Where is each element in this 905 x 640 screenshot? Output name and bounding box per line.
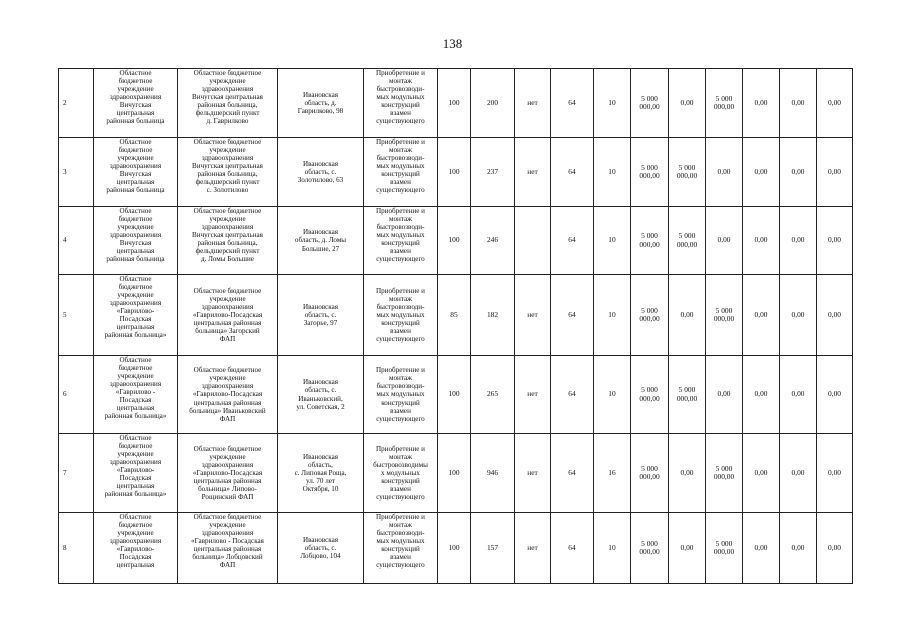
cell-c11: 5 000 000,00 — [631, 356, 669, 434]
cell-c11: 5 000 000,00 — [631, 69, 669, 138]
cell-c16: 0,00 — [817, 513, 853, 584]
cell-c7: 237 — [471, 138, 515, 207]
cell-c12: 0,00 — [669, 513, 706, 584]
page-number: 138 — [442, 36, 463, 51]
cell-c16: 0,00 — [817, 207, 853, 275]
work-cell: Приобретение и монтаж быстровозводи- мых модульных конструкций взамен существующего — [364, 356, 438, 434]
organization-cell: Областное бюджетное учреждение здравоохранения «Гаврилово- Посадская центральная — [94, 513, 178, 584]
organization-cell: Областное бюджетное учреждение здравоохранения Вичугская центральная районная больница — [94, 207, 178, 275]
address-cell: Ивановская область, с. Загорье, 97 — [278, 275, 364, 356]
cell-c11: 5 000 000,00 — [631, 207, 669, 275]
cell-c8: нет — [515, 138, 551, 207]
cell-c14: 0,00 — [743, 138, 780, 207]
cell-c8: нет — [515, 69, 551, 138]
cell-c15: 0,00 — [780, 356, 817, 434]
cell-c14: 0,00 — [743, 513, 780, 584]
cell-c12: 0,00 — [669, 69, 706, 138]
cell-c6: 100 — [438, 356, 471, 434]
cell-c8: нет — [515, 513, 551, 584]
cell-c15: 0,00 — [780, 69, 817, 138]
cell-c15: 0,00 — [780, 138, 817, 207]
cell-c12: 5 000 000,00 — [669, 207, 706, 275]
cell-c7: 157 — [471, 513, 515, 584]
address-cell: Ивановская область, с. Золотилово, 63 — [278, 138, 364, 207]
cell-c10: 10 — [594, 138, 631, 207]
cell-c16: 0,00 — [817, 434, 853, 513]
cell-c7: 265 — [471, 356, 515, 434]
cell-c6: 100 — [438, 69, 471, 138]
facility-cell: Областное бюджетное учреждение здравоохранения «Гаврилово-Посадская центральная районная больница» Липово- Рощинский ФАП — [178, 434, 278, 513]
cell-c8: нет — [515, 275, 551, 356]
facility-cell: Областное бюджетное учреждение здравоохранения «Гаврилово-Посадская центральная районная больница» Загорский ФАП — [178, 275, 278, 356]
cell-c11: 5 000 000,00 — [631, 275, 669, 356]
facility-cell: Областное бюджетное учреждение здравоохранения Вичугская центральная районная больница, фельдшерский пункт д. Ломы Большие — [178, 207, 278, 275]
cell-c12: 5 000 000,00 — [669, 138, 706, 207]
cell-c8: нет — [515, 356, 551, 434]
table-row — [59, 275, 853, 356]
work-cell: Приобретение и монтаж быстровозводи- мых модульных конструкций взамен существующего — [364, 138, 438, 207]
cell-c13: 0,00 — [706, 138, 743, 207]
cell-c7: 946 — [471, 434, 515, 513]
cell-c13: 0,00 — [706, 207, 743, 275]
cell-c13: 0,00 — [706, 356, 743, 434]
cell-c10: 10 — [594, 207, 631, 275]
cell-c13: 5 000 000,00 — [706, 69, 743, 138]
cell-c6: 85 — [438, 275, 471, 356]
table-row — [59, 138, 853, 207]
cell-c12: 5 000 000,00 — [669, 356, 706, 434]
cell-c13: 5 000 000,00 — [706, 275, 743, 356]
cell-c11: 5 000 000,00 — [631, 138, 669, 207]
cell-c6: 100 — [438, 434, 471, 513]
cell-c6: 100 — [438, 138, 471, 207]
cell-c9: 64 — [551, 356, 594, 434]
cell-c8 — [515, 207, 551, 275]
cell-c14: 0,00 — [743, 356, 780, 434]
work-cell: Приобретение и монтаж быстровозводи- мых модульных конструкций взамен существующего — [364, 207, 438, 275]
cell-c9: 64 — [551, 207, 594, 275]
work-cell: Приобретение и монтаж быстровозводи- мых модульных конструкций взамен существующего — [364, 69, 438, 138]
cell-c9: 64 — [551, 275, 594, 356]
work-cell: Приобретение и монтаж быстровозводимы х модульных конструкций взамен существующего — [364, 434, 438, 513]
row-number: 5 — [59, 275, 94, 356]
cell-c10: 10 — [594, 69, 631, 138]
cell-c15: 0,00 — [780, 513, 817, 584]
table-row — [59, 513, 853, 584]
cell-c13: 5 000 000,00 — [706, 434, 743, 513]
table-row — [59, 434, 853, 513]
cell-c6: 100 — [438, 207, 471, 275]
cell-c8: нет — [515, 434, 551, 513]
work-cell: Приобретение и монтаж быстровозводи- мых модульных конструкций взамен существующего — [364, 275, 438, 356]
cell-c15: 0,00 — [780, 275, 817, 356]
facility-cell: Областное бюджетное учреждение здравоохранения «Гаврилово - Посадская центральная районная больница» Лобцовский ФАП — [178, 513, 278, 584]
address-cell: Ивановская область, д. Гаврилково, 98 — [278, 69, 364, 138]
row-number: 2 — [59, 69, 94, 138]
row-number: 6 — [59, 356, 94, 434]
cell-c7: 182 — [471, 275, 515, 356]
row-number: 8 — [59, 513, 94, 584]
facility-cell: Областное бюджетное учреждение здравоохранения «Гаврилово-Посадская центральная районная больница» Иваньковский ФАП — [178, 356, 278, 434]
organization-cell: Областное бюджетное учреждение здравоохранения «Гаврилово - Посадская центральная районная больница» — [94, 356, 178, 434]
cell-c12: 0,00 — [669, 434, 706, 513]
cell-c6: 100 — [438, 513, 471, 584]
organization-cell: Областное бюджетное учреждение здравоохранения «Гаврилово- Посадская центральная районная больница» — [94, 275, 178, 356]
cell-c11: 5 000 000,00 — [631, 434, 669, 513]
cell-c10: 10 — [594, 513, 631, 584]
cell-c10: 16 — [594, 434, 631, 513]
address-cell: Ивановская область, с. Лобцово, 104 — [278, 513, 364, 584]
cell-c16: 0,00 — [817, 138, 853, 207]
cell-c9: 64 — [551, 69, 594, 138]
table-row — [59, 207, 853, 275]
address-cell: Ивановская область, с. Липовая Роща, ул. 70 лет Октября, 10 — [278, 434, 364, 513]
cell-c9: 64 — [551, 513, 594, 584]
cell-c16: 0,00 — [817, 69, 853, 138]
cell-c14: 0,00 — [743, 275, 780, 356]
organization-cell: Областное бюджетное учреждение здравоохранения Вичугская центральная районная больница — [94, 138, 178, 207]
address-cell: Ивановская область, д. Ломы Большие, 27 — [278, 207, 364, 275]
cell-c7: 246 — [471, 207, 515, 275]
cell-c13: 5 000 000,00 — [706, 513, 743, 584]
organization-cell: Областное бюджетное учреждение здравоохранения «Гаврилово- Посадская центральная районная больница» — [94, 434, 178, 513]
cell-c9: 64 — [551, 138, 594, 207]
table-row — [59, 69, 853, 138]
cell-c16: 0,00 — [817, 275, 853, 356]
address-cell: Ивановская область, с. Иваньковский, ул. Советская, 2 — [278, 356, 364, 434]
cell-c14: 0,00 — [743, 69, 780, 138]
cell-c15: 0,00 — [780, 207, 817, 275]
cell-c10: 10 — [594, 275, 631, 356]
cell-c14: 0,00 — [743, 207, 780, 275]
row-number: 3 — [59, 138, 94, 207]
work-cell: Приобретение и монтаж быстровозводи- мых модульных конструкций взамен существующего — [364, 513, 438, 584]
organization-cell: Областное бюджетное учреждение здравоохранения Вичугская центральная районная больница — [94, 69, 178, 138]
row-number: 4 — [59, 207, 94, 275]
facility-cell: Областное бюджетное учреждение здравоохранения Вичугская центральная районная больница, фельдшерский пункт д. Гаврилково — [178, 69, 278, 138]
cell-c9: 64 — [551, 434, 594, 513]
document-table — [58, 68, 853, 584]
table-row — [59, 356, 853, 434]
cell-c11: 5 000 000,00 — [631, 513, 669, 584]
cell-c10: 10 — [594, 356, 631, 434]
cell-c14: 0,00 — [743, 434, 780, 513]
cell-c12: 0,00 — [669, 275, 706, 356]
row-number: 7 — [59, 434, 94, 513]
cell-c7: 200 — [471, 69, 515, 138]
cell-c16: 0,00 — [817, 356, 853, 434]
facility-cell: Областное бюджетное учреждение здравоохранения Вичугская центральная районная больница, фельдшерский пункт с. Золотилово — [178, 138, 278, 207]
cell-c15: 0,00 — [780, 434, 817, 513]
